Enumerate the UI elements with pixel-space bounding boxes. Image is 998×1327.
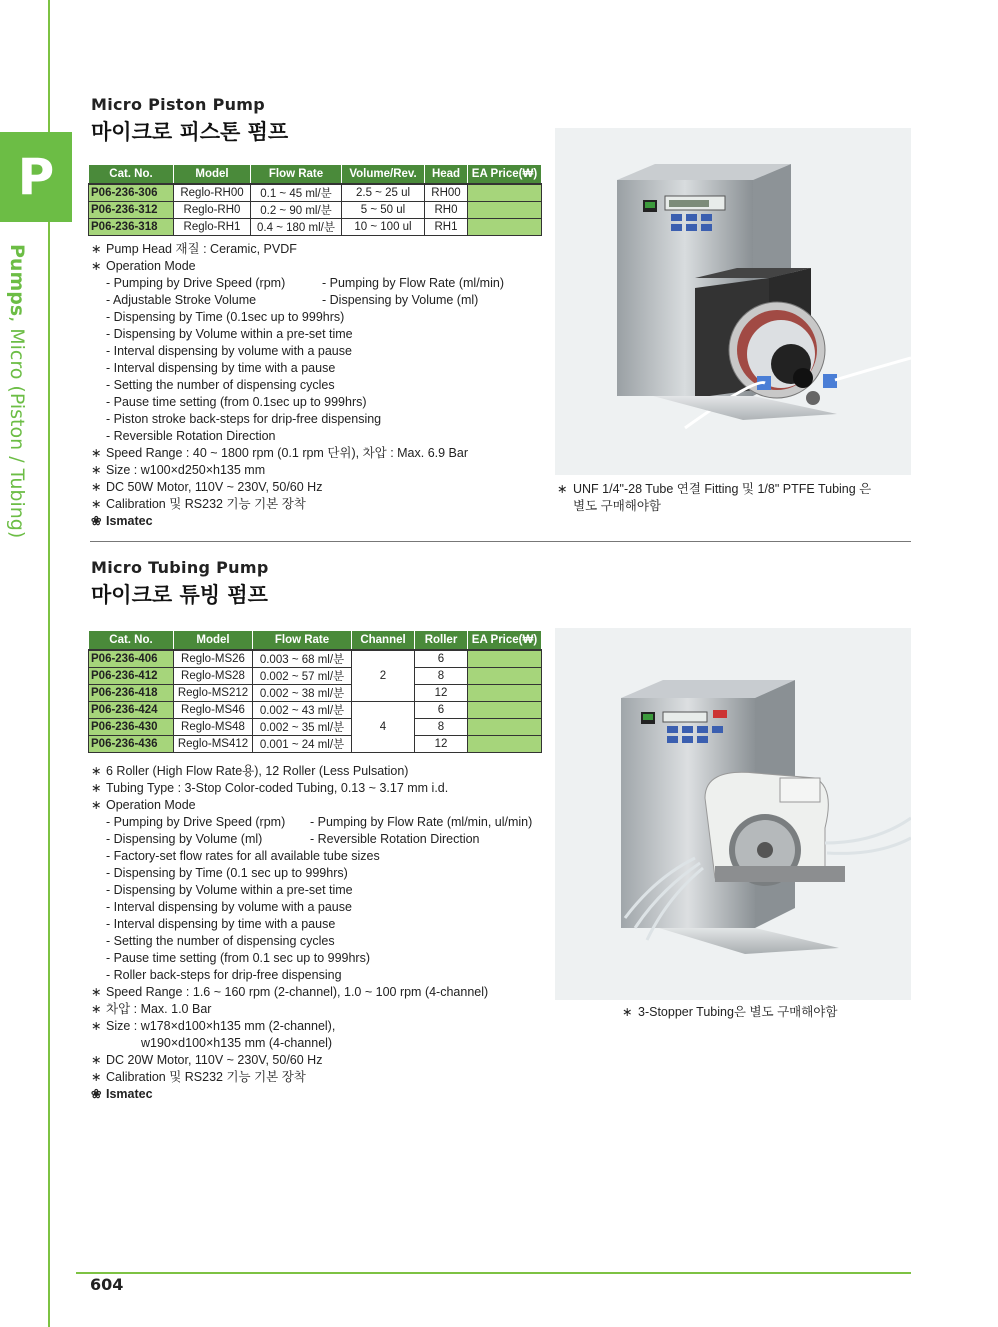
table-row	[89, 202, 542, 219]
channel: 4	[352, 702, 415, 753]
col-header: Channel	[352, 631, 415, 651]
note-line: - Pause time setting (from 0.1sec up to 999hrs)	[106, 395, 367, 409]
asterisk-icon: ∗	[91, 259, 102, 273]
price	[468, 668, 542, 685]
table-row	[89, 736, 542, 753]
asterisk-icon: ∗	[91, 1019, 102, 1033]
piston-title-en: Micro Piston Pump	[91, 95, 266, 114]
col-header: Flow Rate	[253, 631, 352, 651]
asterisk-icon: ∗	[91, 1070, 102, 1084]
note-line: - Dispensing by Volume within a pre-set time	[106, 883, 353, 897]
cat-no: P06-236-318	[89, 219, 174, 236]
roller: 8	[415, 719, 468, 736]
table-row	[89, 184, 542, 202]
brand-line: ❀ Ismatec	[91, 514, 153, 528]
note-line: ∗ Operation Mode	[91, 798, 196, 812]
model: Reglo-RH00	[174, 184, 251, 202]
asterisk-icon: ∗	[91, 1053, 102, 1067]
model: Reglo-MS26	[174, 650, 253, 668]
asterisk-icon: ∗	[91, 985, 102, 999]
note-line: - Interval dispensing by time with a pause	[106, 917, 336, 931]
flow-rate: 0.002 ~ 38 ml/분	[253, 685, 352, 702]
price	[468, 184, 542, 202]
piston-pump-illustration	[555, 128, 911, 475]
col-header: Volume/Rev.	[342, 165, 425, 185]
note-line: - Interval dispensing by volume with a pause	[106, 900, 352, 914]
asterisk-icon: ∗	[557, 482, 568, 496]
col-header: EA Price(₩)	[468, 631, 542, 651]
note-line: ∗ Operation Mode	[91, 259, 196, 273]
col-header: Cat. No.	[89, 631, 174, 651]
page-number: 604	[90, 1275, 124, 1294]
note-line: - Pause time setting (from 0.1 sec up to 999hrs)	[106, 951, 371, 965]
channel: 2	[352, 650, 415, 702]
note-line: - Interval dispensing by time with a pause	[106, 361, 336, 375]
note-line: ∗ Tubing Type : 3-Stop Color-coded Tubing, 0.13 ~ 3.17 mm i.d.	[91, 781, 449, 795]
table-row	[89, 219, 542, 236]
model: Reglo-MS46	[174, 702, 253, 719]
price	[468, 219, 542, 236]
flower-bullet-icon: ❀	[91, 1087, 102, 1101]
note-line: ∗ Calibration 및 RS232 기능 기본 장착	[91, 497, 306, 511]
roller: 8	[415, 668, 468, 685]
volume-rev: 10 ~ 100 ul	[342, 219, 425, 236]
price	[468, 650, 542, 668]
asterisk-icon: ∗	[91, 781, 102, 795]
col-header: Roller	[415, 631, 468, 651]
note-line: - Dispensing by Volume within a pre-set time	[106, 327, 353, 341]
piston-spec-table	[88, 164, 542, 236]
table-row	[89, 685, 542, 702]
sidebar-label-rest: , Micro (Piston / Tubing)	[6, 316, 28, 539]
sidebar-category-label	[6, 244, 28, 564]
note-line: ∗ Pump Head 재질 : Ceramic, PVDF	[91, 242, 297, 256]
model: Reglo-MS28	[174, 668, 253, 685]
col-header: Model	[174, 631, 253, 651]
flower-bullet-icon: ❀	[91, 514, 102, 528]
col-header: Model	[174, 165, 251, 185]
note-line: - Factory-set flow rates for all available tube sizes	[106, 849, 380, 863]
asterisk-icon: ∗	[91, 446, 102, 460]
tubing-photo-caption: ∗ 3-Stopper Tubing은 별도 구매해야함	[622, 1005, 838, 1019]
roller: 6	[415, 702, 468, 719]
note-line: - Dispensing by Time (0.1 sec up to 999hrs)	[106, 866, 348, 880]
col-header: Cat. No.	[89, 165, 174, 185]
col-header: Head	[425, 165, 468, 185]
flow-rate: 0.003 ~ 68 ml/분	[253, 650, 352, 668]
roller: 6	[415, 650, 468, 668]
section-divider	[90, 541, 911, 542]
footer-rule	[76, 1272, 911, 1274]
cat-no: P06-236-424	[89, 702, 174, 719]
asterisk-icon: ∗	[91, 242, 102, 256]
note-line: ∗ Speed Range : 40 ~ 1800 rpm (0.1 rpm 단위), 차압 : Max. 6.9 Bar	[91, 446, 469, 460]
note-line: - Adjustable Stroke Volume - Dispensing by Volume (ml)	[106, 293, 479, 307]
asterisk-icon: ∗	[91, 497, 102, 511]
flow-rate: 0.4 ~ 180 ml/분	[251, 219, 342, 236]
flow-rate: 0.002 ~ 57 ml/분	[253, 668, 352, 685]
note-line: - Piston stroke back-steps for drip-free dispensing	[106, 412, 382, 426]
flow-rate: 0.001 ~ 24 ml/분	[253, 736, 352, 753]
note-line: - Pumping by Drive Speed (rpm) - Pumping by Flow Rate (ml/min, ul/min)	[106, 815, 533, 829]
price	[468, 736, 542, 753]
note-line: - Reversible Rotation Direction	[106, 429, 276, 443]
col-header: EA Price(₩)	[468, 165, 542, 185]
table-row	[89, 668, 542, 685]
table-row	[89, 650, 542, 668]
roller: 12	[415, 685, 468, 702]
note-line: - Pumping by Drive Speed (rpm) - Pumping by Flow Rate (ml/min)	[106, 276, 504, 290]
cat-no: P06-236-436	[89, 736, 174, 753]
asterisk-icon: ∗	[91, 798, 102, 812]
tubing-pump-illustration	[555, 628, 911, 1000]
tubing-title-ko: 마이크로 튜빙 펌프	[91, 583, 268, 607]
table-header-row	[89, 631, 542, 651]
note-line: ∗ 6 Roller (High Flow Rate용), 12 Roller (Less Pulsation)	[91, 764, 409, 778]
cat-no: P06-236-312	[89, 202, 174, 219]
flow-rate: 0.002 ~ 35 ml/분	[253, 719, 352, 736]
note-line: - Roller back-steps for drip-free dispensing	[106, 968, 342, 982]
price	[468, 702, 542, 719]
note-line: ∗ Speed Range : 1.6 ~ 160 rpm (2-channel), 1.0 ~ 100 rpm (4-channel)	[91, 985, 489, 999]
note-line: ∗ 차압 : Max. 1.0 Bar	[91, 1002, 212, 1016]
col-header: Flow Rate	[251, 165, 342, 185]
model: Reglo-RH1	[174, 219, 251, 236]
flow-rate: 0.1 ~ 45 ml/분	[251, 184, 342, 202]
cat-no: P06-236-412	[89, 668, 174, 685]
model: Reglo-MS212	[174, 685, 253, 702]
tubing-pump-photo	[555, 628, 911, 1000]
section-tab-letter: P	[17, 148, 55, 206]
head: RH00	[425, 184, 468, 202]
asterisk-icon: ∗	[91, 764, 102, 778]
model: Reglo-MS48	[174, 719, 253, 736]
head: RH1	[425, 219, 468, 236]
asterisk-icon: ∗	[91, 1002, 102, 1016]
sidebar-label-bold: Pumps	[6, 244, 28, 317]
asterisk-icon: ∗	[91, 480, 102, 494]
cat-no: P06-236-406	[89, 650, 174, 668]
note-line: ∗ Size : w178×d100×h135 mm (2-channel),	[91, 1019, 336, 1033]
flow-rate: 0.2 ~ 90 ml/분	[251, 202, 342, 219]
note-line: - Interval dispensing by volume with a pause	[106, 344, 352, 358]
tubing-title-en: Micro Tubing Pump	[91, 558, 269, 577]
note-line: - Dispensing by Volume (ml) - Reversible Rotation Direction	[106, 832, 480, 846]
note-line: - Dispensing by Time (0.1sec up to 999hrs)	[106, 310, 345, 324]
note-line: ∗ DC 20W Motor, 110V ~ 230V, 50/60 Hz	[91, 1053, 323, 1067]
model: Reglo-MS412	[174, 736, 253, 753]
roller: 12	[415, 736, 468, 753]
note-line: - Setting the number of dispensing cycles	[106, 378, 335, 392]
volume-rev: 5 ~ 50 ul	[342, 202, 425, 219]
cat-no: P06-236-418	[89, 685, 174, 702]
head: RH0	[425, 202, 468, 219]
volume-rev: 2.5 ~ 25 ul	[342, 184, 425, 202]
tubing-spec-table	[88, 630, 542, 753]
cat-no: P06-236-430	[89, 719, 174, 736]
piston-photo-caption: ∗ UNF 1/4"-28 Tube 연결 Fitting 및 1/8" PTFE Tubing 은 별도 구매해야함	[557, 482, 872, 513]
note-line: ∗ Calibration 및 RS232 기능 기본 장착	[91, 1070, 306, 1084]
piston-pump-photo	[555, 128, 911, 475]
asterisk-icon: ∗	[622, 1005, 633, 1019]
price	[468, 685, 542, 702]
note-line: ∗ DC 50W Motor, 110V ~ 230V, 50/60 Hz	[91, 480, 323, 494]
note-line: w190×d100×h135 mm (4-channel)	[141, 1036, 333, 1050]
cat-no: P06-236-306	[89, 184, 174, 202]
price	[468, 719, 542, 736]
tubing-notes	[91, 763, 532, 1103]
table-row	[89, 702, 542, 719]
piston-title-ko: 마이크로 피스톤 펌프	[91, 120, 289, 144]
model: Reglo-RH0	[174, 202, 251, 219]
brand-line: ❀ Ismatec	[91, 1087, 153, 1101]
asterisk-icon: ∗	[91, 463, 102, 477]
section-tab	[0, 132, 72, 222]
price	[468, 202, 542, 219]
table-row	[89, 719, 542, 736]
flow-rate: 0.002 ~ 43 ml/분	[253, 702, 352, 719]
note-line: - Setting the number of dispensing cycles	[106, 934, 335, 948]
note-line: ∗ Size : w100×d250×h135 mm	[91, 463, 266, 477]
table-header-row	[89, 165, 542, 185]
piston-notes	[91, 241, 504, 530]
